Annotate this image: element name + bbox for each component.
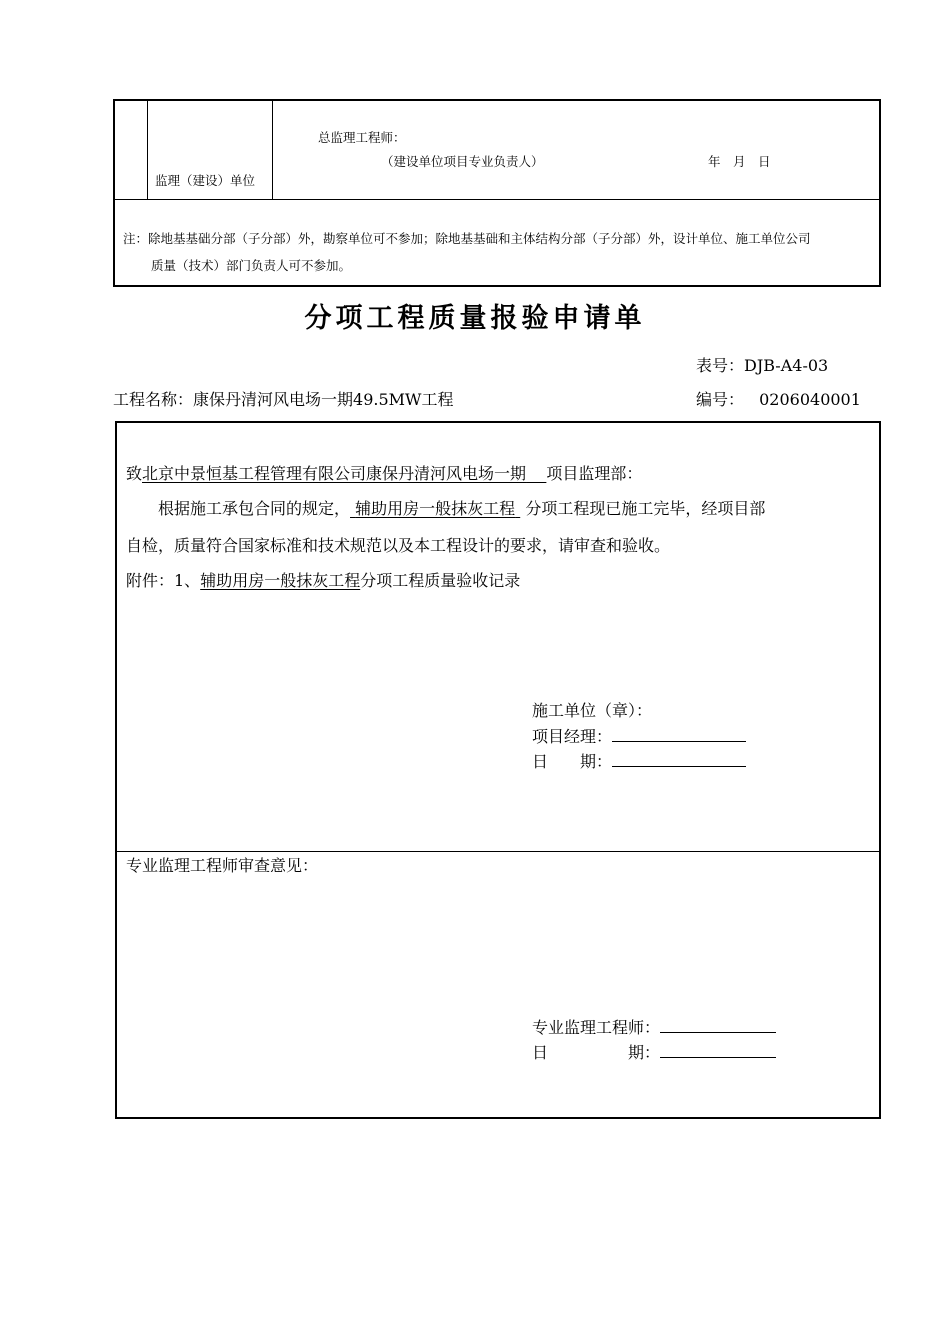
- paragraph-line-1: [158, 499, 765, 519]
- contractor-date-line: [612, 752, 746, 767]
- note-line-1: 注：除地基基础分部（子分部）外，勘察单位可不参加；除地基基础和主体结构分部（子分部）外，设计单位、施工单位公司: [123, 231, 811, 246]
- serial-number: 0206040001: [759, 390, 861, 409]
- contractor-seal-label: 施工单位（章）：: [532, 701, 653, 720]
- review-date-row: [532, 1043, 776, 1063]
- engineer-row: [532, 1018, 776, 1038]
- review-date-label: 日 期：: [532, 1043, 661, 1062]
- attachment-suffix: 分项工程质量验收记录: [360, 571, 521, 590]
- date-label: 年 月 日: [708, 154, 771, 169]
- engineer-label: 专业监理工程师：: [532, 1018, 661, 1037]
- table-divider: [115, 199, 879, 200]
- owner-rep-label: （建设单位项目专业负责人）: [381, 154, 544, 169]
- note-line-2: 质量（技术）部门负责人可不参加。: [151, 258, 352, 273]
- application-form: [115, 421, 881, 1119]
- attachment-item: 辅助用房一般抹灰工程: [200, 571, 361, 590]
- attachment-prefix: 附件：1、: [126, 571, 201, 590]
- paragraph-text-b: 分项工程现已施工完毕，经项目部: [525, 499, 766, 518]
- review-date-line: [660, 1043, 776, 1058]
- project-name-label: 工程名称：: [113, 390, 194, 409]
- project-name-value: 康保丹清河风电场一期49.5MW工程: [193, 390, 454, 409]
- addressee-org: 北京中景恒基工程管理有限公司康保丹清河风电场一期: [142, 464, 527, 483]
- paragraph-item: 辅助用房一般抹灰工程: [355, 499, 516, 518]
- serial-label: 编号：: [696, 390, 745, 409]
- top-signature-table: [113, 99, 881, 287]
- note: [123, 225, 875, 279]
- engineer-signature-line: [660, 1018, 776, 1033]
- project-manager-row: [532, 727, 746, 747]
- review-heading: 专业监理工程师审查意见：: [126, 856, 319, 875]
- chief-engineer-label: 总监理工程师：: [318, 130, 406, 145]
- form-number: 表号：DJB-A4-03: [696, 356, 829, 375]
- supervision-unit-label: 监理（建设）单位: [155, 173, 256, 188]
- table-divider: [147, 101, 148, 199]
- paragraph-text-a: 根据施工承包合同的规定，: [158, 499, 351, 518]
- attachment-line: [126, 571, 520, 591]
- page-title: 分项工程质量报验申请单: [304, 303, 646, 334]
- project-manager-label: 项目经理：: [532, 727, 613, 746]
- paragraph-line-2: 自检，质量符合国家标准和技术规范以及本工程设计的要求，请审查和验收。: [126, 536, 671, 555]
- serial-row: [696, 390, 861, 410]
- form-divider: [117, 851, 879, 852]
- addressee-line: [126, 464, 642, 484]
- table-divider: [272, 101, 273, 199]
- contractor-date-label: 日 期：: [532, 752, 613, 771]
- project-name-row: [113, 390, 453, 410]
- addressee-prefix: 致: [126, 464, 143, 483]
- project-manager-signature-line: [612, 727, 746, 742]
- addressee-suffix: 项目监理部：: [546, 464, 643, 483]
- contractor-date-row: [532, 752, 746, 772]
